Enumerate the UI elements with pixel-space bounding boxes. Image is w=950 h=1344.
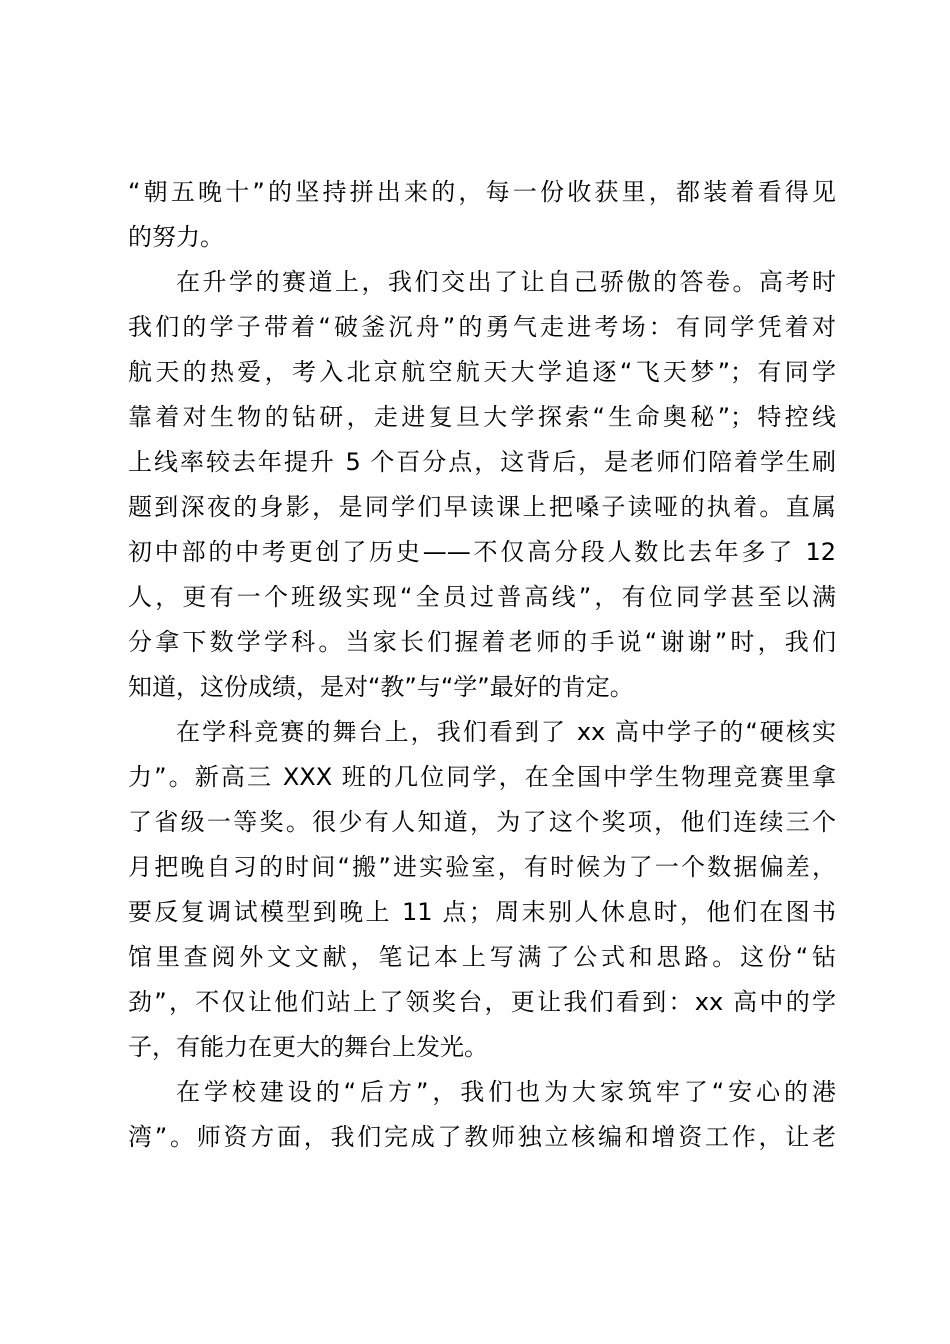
text-line: 知道，这份成绩，是对“教”与“学”最好的肯定。 bbox=[128, 673, 634, 701]
text-line: 我们的学子带着“破釜沉舟”的勇气走进考场：有同学凭着对 bbox=[128, 313, 836, 341]
text-line: 题到深夜的身影，是同学们早读课上把嗓子读哑的执着。直属 bbox=[128, 493, 836, 521]
text-line: “朝五晚十”的坚持拼出来的，每一份收获里，都装着看得见 bbox=[128, 178, 836, 206]
text-line: 上线率较去年提升 5 个百分点，这背后，是老师们陪着学生刷 bbox=[128, 448, 836, 476]
text-line: 劲”，不仅让他们站上了领奖台，更让我们看到：xx 高中的学 bbox=[128, 988, 836, 1016]
paragraph-2 bbox=[128, 260, 836, 710]
text-line: 在学校建设的“后方”，我们也为大家筑牢了“安心的港 bbox=[176, 1078, 836, 1106]
paragraph-3 bbox=[128, 710, 836, 1070]
text-line: 了省级一等奖。很少有人知道，为了这个奖项，他们连续三个 bbox=[128, 808, 836, 836]
paragraph-4 bbox=[128, 1070, 836, 1160]
text-line: 在学科竞赛的舞台上，我们看到了 xx 高中学子的“硬核实 bbox=[176, 718, 836, 746]
text-line: 馆里查阅外文文献，笔记本上写满了公式和思路。这份“钻 bbox=[128, 943, 836, 971]
text-line: 月把晚自习的时间“搬”进实验室，有时候为了一个数据偏差， bbox=[128, 853, 836, 881]
text-line: 靠着对生物的钻研，走进复旦大学探索“生命奥秘”；特控线 bbox=[128, 403, 836, 431]
document-body bbox=[128, 170, 836, 1160]
text-line: 在升学的赛道上，我们交出了让自己骄傲的答卷。高考时 bbox=[176, 268, 836, 296]
paragraph-1 bbox=[128, 170, 836, 260]
text-line: 子，有能力在更大的舞台上发光。 bbox=[128, 1033, 488, 1061]
text-line: 要反复调试模型到晚上 11 点；周末别人休息时，他们在图书 bbox=[128, 898, 836, 926]
text-line: 人，更有一个班级实现“全员过普高线”，有位同学甚至以满 bbox=[128, 583, 836, 611]
text-line: 初中部的中考更创了历史——不仅高分段人数比去年多了 12 bbox=[128, 538, 836, 566]
text-line: 力”。新高三 XXX 班的几位同学，在全国中学生物理竞赛里拿 bbox=[128, 763, 836, 791]
text-line: 航天的热爱，考入北京航空航天大学追逐“飞天梦”；有同学 bbox=[128, 358, 836, 386]
text-line: 湾”。师资方面，我们完成了教师独立核编和增资工作，让老 bbox=[128, 1123, 836, 1151]
text-line: 分拿下数学学科。当家长们握着老师的手说“谢谢”时，我们 bbox=[128, 628, 836, 656]
text-line: 的努力。 bbox=[128, 223, 224, 251]
